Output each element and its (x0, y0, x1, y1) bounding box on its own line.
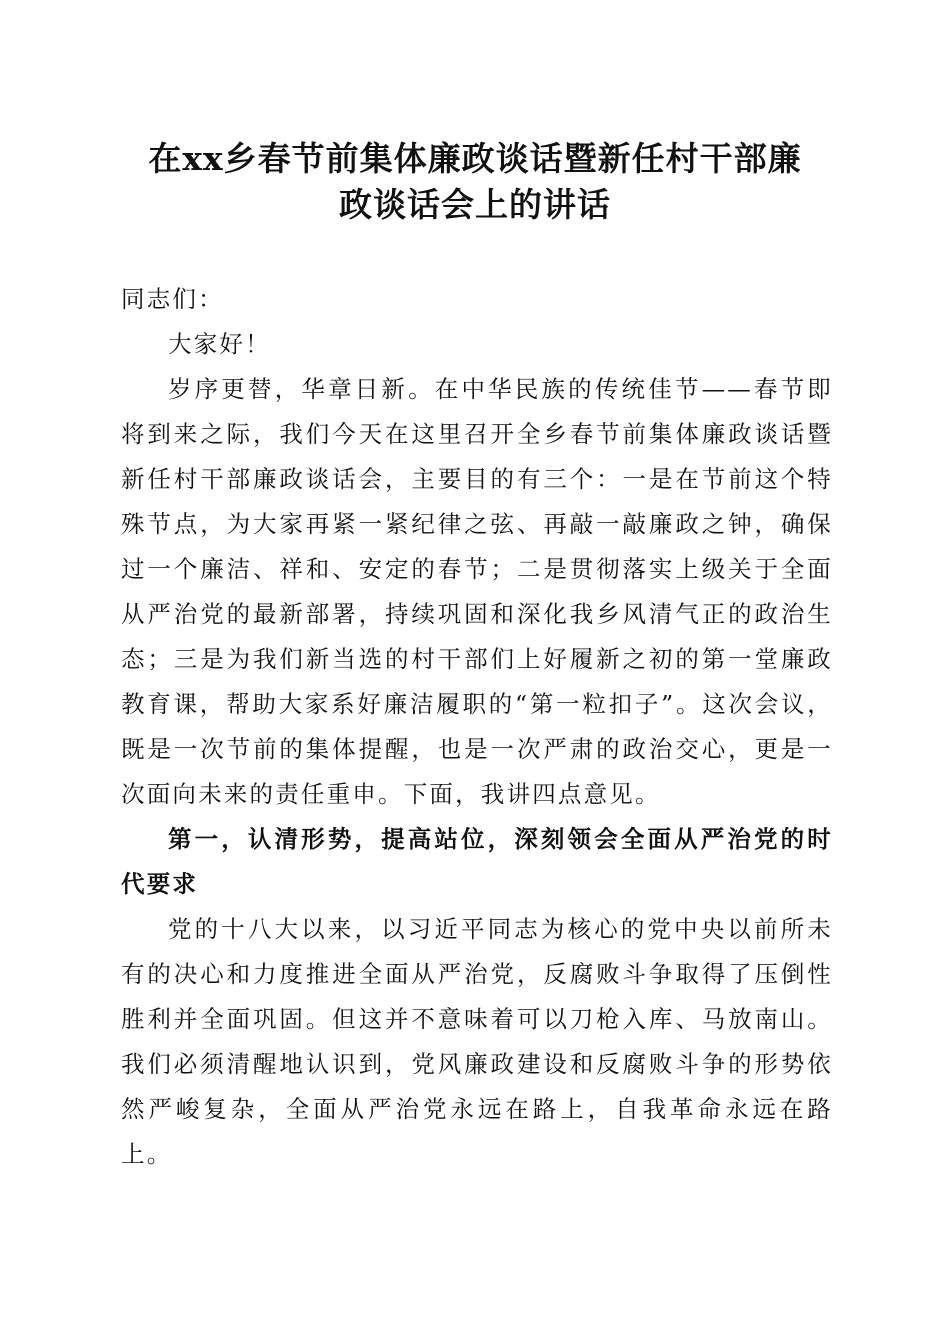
title-line-1: 在xx乡春节前集体廉政谈话暨新任村干部廉 (148, 139, 802, 178)
body-paragraph: 党的十八大以来，以习近平同志为核心的党中央以前所未有的决心和力度推进全面从严治党，反腐败斗争取得了压倒性胜利并全面巩固。但这并不意味着可以刀枪入库、马放南山。我们必须清醒地认识到，党风廉政建设和反腐败斗争的形势依然严峻复杂，全面从严治党永远在路上，自我革命永远在路上。 (121, 915, 833, 1168)
greeting: 大家好！ (168, 330, 271, 358)
document-body (121, 277, 833, 1177)
title-line-2: 政谈话会上的讲话 (339, 185, 611, 224)
body-paragraph: 岁序更替，华章日新。在中华民族的传统佳节——春节即将到来之际，我们今天在这里召开全乡春节前集体廉政谈话暨新任村干部廉政谈话会，主要目的有三个：一是在节前这个特殊节点，为大家再紧一紧纪律之弦、再敲一敲廉政之钟，确保过一个廉洁、祥和、安定的春节；二是贯彻落实上级关于全面从严治党的最新部署，持续巩固和深化我乡风清气正的政治生态；三是为我们新当选的村干部们上好履新之初的第一堂廉政教育课，帮助大家系好廉洁履职的“第一粒扣子”。这次会议，既是一次节前的集体提醒，也是一次严肃的政治交心，更是一次面向未来的责任重申。下面，我讲四点意见。 (121, 375, 833, 808)
section-heading: 第一，认清形势，提高站位，深刻领会全面从严治党的时代要求 (121, 825, 833, 898)
document-title (100, 136, 850, 228)
salutation: 同志们： (121, 285, 224, 313)
